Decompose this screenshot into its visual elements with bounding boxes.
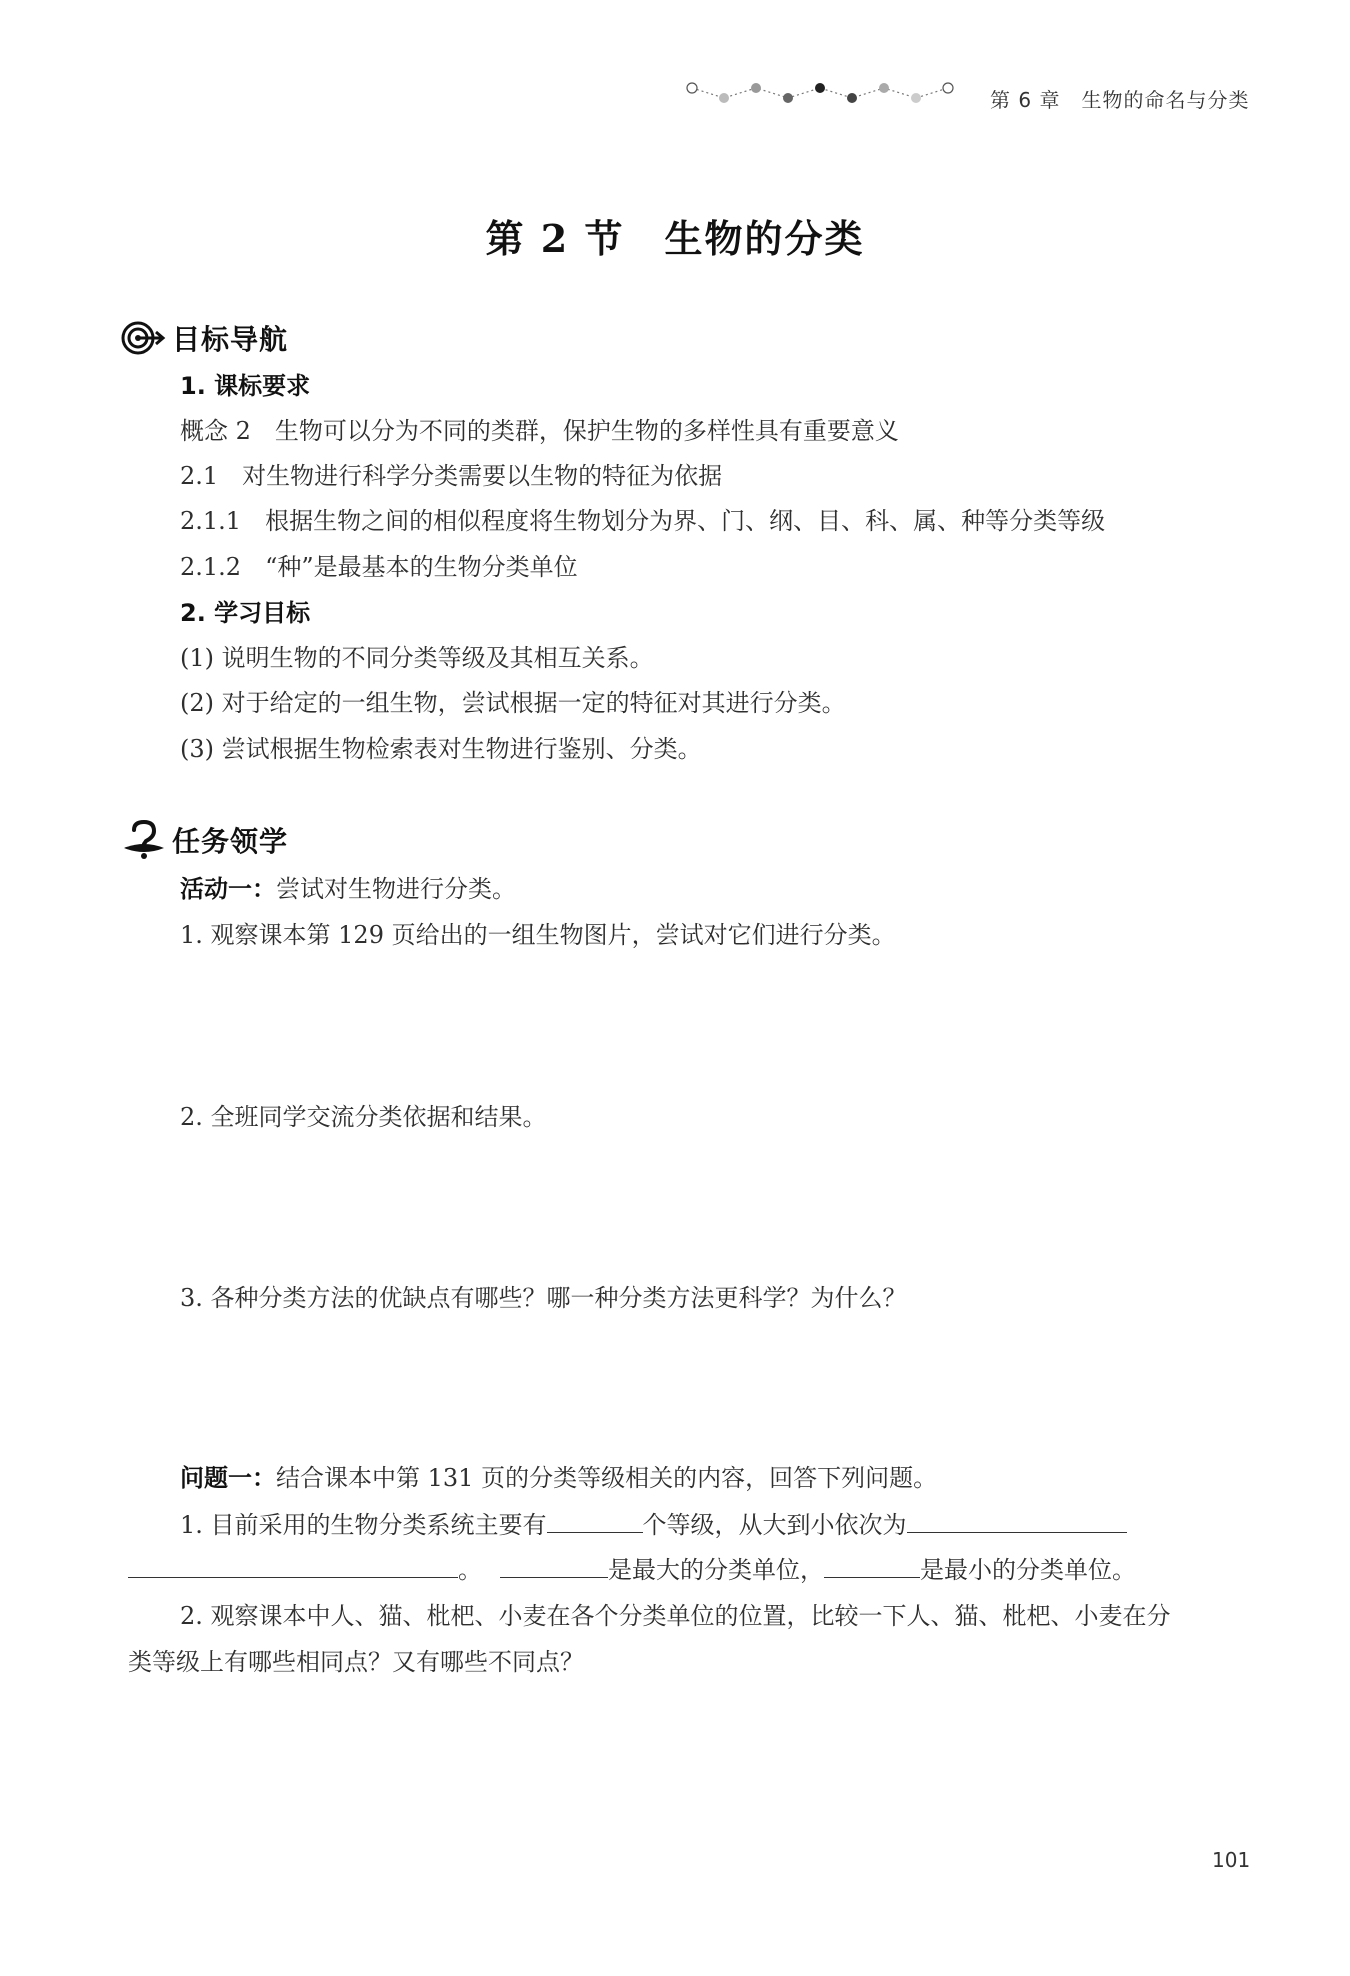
q1-text: 个等级，从大到小依次为 — [642, 1511, 907, 1539]
activity-item: 2. 全班同学交流分类依据和结果。 — [180, 1103, 547, 1131]
q1-text: 1. 目前采用的生物分类系统主要有 — [180, 1511, 547, 1539]
page-number: 101 — [1212, 1848, 1251, 1872]
target-icon — [120, 318, 166, 358]
standards-subheading: 1. 课标要求 — [180, 372, 311, 400]
question-lead: 问题一： — [180, 1464, 276, 1492]
activity-item: 3. 各种分类方法的优缺点有哪些？哪一种分类方法更科学？为什么？ — [180, 1284, 907, 1312]
activity-text: 尝试对生物进行分类。 — [276, 875, 516, 903]
answer-blank[interactable] — [500, 1555, 608, 1578]
q1-text: 是最小的分类单位。 — [920, 1556, 1136, 1584]
activity-lead: 活动一： — [180, 875, 276, 903]
q1-text: 是最大的分类单位， — [608, 1556, 824, 1584]
standards-line: 2.1.1 根据生物之间的相似程度将生物划分为界、门、纲、目、科、属、种等分类等级 — [180, 507, 1106, 535]
standards-line: 2.1 对生物进行科学分类需要以生物的特征为依据 — [180, 462, 723, 490]
activity-intro — [180, 874, 516, 904]
answer-blank[interactable] — [824, 1555, 920, 1578]
objective-item: (3) 尝试根据生物检索表对生物进行鉴别、分类。 — [180, 735, 702, 763]
objectives-subheading: 2. 学习目标 — [180, 599, 311, 627]
question-item-2: 2. 观察课本中人、猫、枇杷、小麦在各个分类单位的位置，比较一下人、猫、枇杷、小麦在分 — [180, 1602, 1171, 1630]
objective-item: (2) 对于给定的一组生物，尝试根据一定的特征对其进行分类。 — [180, 689, 846, 717]
answer-blank[interactable] — [907, 1510, 1127, 1533]
tasks-heading-label: 任务领学 — [172, 825, 289, 858]
q1-text: 。 — [458, 1556, 482, 1584]
standards-line: 概念 2 生物可以分为不同的类群，保护生物的多样性具有重要意义 — [180, 417, 899, 445]
objective-item: (1) 说明生物的不同分类等级及其相互关系。 — [180, 644, 654, 672]
goals-heading-label: 目标导航 — [172, 323, 289, 356]
standards-line: 2.1.2 “种”是最基本的生物分类单位 — [180, 553, 578, 581]
question-text: 结合课本中第 131 页的分类等级相关的内容，回答下列问题。 — [276, 1464, 938, 1492]
header-decoration — [684, 76, 974, 116]
section-title: 第 2 节 生物的分类 — [485, 216, 865, 261]
question-item-1 — [180, 1510, 1127, 1540]
question-item-1-cont — [128, 1555, 1136, 1585]
answer-blank[interactable] — [128, 1555, 458, 1578]
answer-blank[interactable] — [547, 1510, 643, 1533]
tasks-heading — [120, 820, 288, 860]
goals-heading — [120, 318, 288, 358]
question-item-2-cont: 类等级上有哪些相同点？又有哪些不同点？ — [128, 1648, 584, 1676]
question-intro — [180, 1463, 937, 1493]
activity-item: 1. 观察课本第 129 页给出的一组生物图片，尝试对它们进行分类。 — [180, 921, 896, 949]
running-head: 第 6 章 生物的命名与分类 — [990, 88, 1250, 112]
question-lamp-icon — [120, 820, 166, 860]
